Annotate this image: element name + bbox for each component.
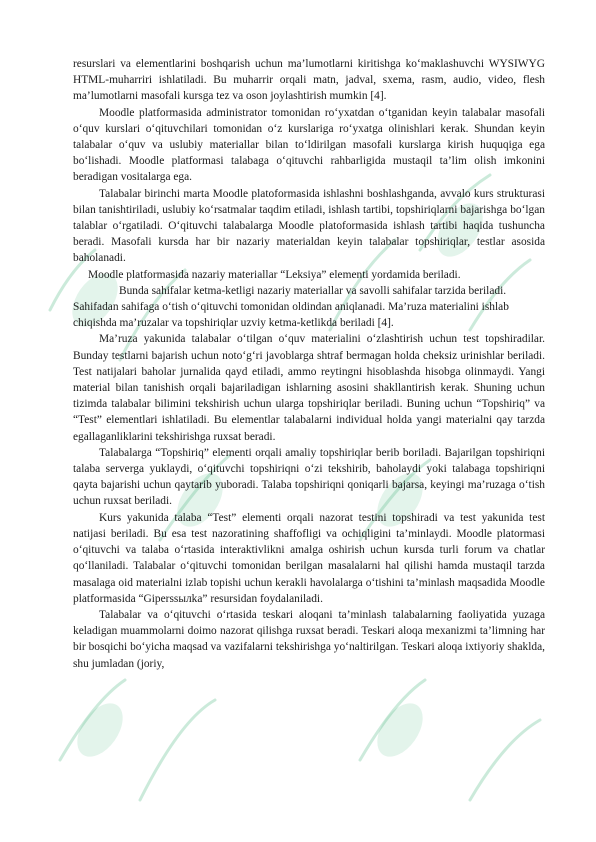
paragraph-9: Talabalar va o‘qituvchi o‘rtasida teskari aloqani ta’minlash talabalarning faoliyatida yuzaga keladigan muammolarni doimo nazorat qilishga ruxsat beradi. Teskari aloqa mexanizmi ta’limning har bir bosqichi bo‘yicha maqsad va vazifalarni tekshirishga yo‘naltirilgan. Teskari aloqa ixtiyoriy shaklda, shu jumladan (joriy, (73, 608, 545, 670)
watermark-mark (140, 700, 215, 800)
paragraph-4: Moodle platformasida nazariy materiallar “Leksiya” elementi yordamida beriladi. (88, 268, 461, 281)
watermark-mark (470, 720, 540, 800)
body-text (73, 56, 545, 672)
watermark-blob (68, 695, 132, 765)
paragraph-5: Bunda sahifalar ketma-ketligi nazariy materiallar va savolli sahifalar tarzida beriladi. Sahifadan sahifaga o‘tish o‘qituvchi tomonidan oldindan aniqlanadi. Ma’ruza materialini ishlab chiqishda ma’ruzalar va topshiriqlar uzviy ketma-ketlikda beriladi [4]. (73, 284, 509, 330)
watermark-mark (60, 680, 125, 760)
watermark-mark (360, 680, 425, 760)
paragraph-6: Ma’ruza yakunida talabalar o‘tilgan o‘quv materialini o‘zlashtirish uchun test topshiradilar. Bunday testlarni bajarish uchun noto‘g‘ri javoblarga shtraf bermagan holda cheksiz urinishlar beriladi. Test natijalari baholar jurnalida qayd etiladi, ammo reytingni hisoblashda hisobga olinmaydi. Yangi material bilan tanishish orqali bajariladigan ishlarning asosini shakllantirish kerak. Shuning uchun tizimda talabalar bilimini tekshirish uchun ularga topshiriqlar beriladi. Buning uchun “Topshiriq” va “Test” elementlari ishlatiladi. Bu elementlar talabalarni individual holda yangi materialni qay tarzda egallaganliklarini tekshirishga ruxsat beradi. (73, 333, 545, 443)
paragraph-7: Talabalarga “Topshiriq” elementi orqali amaliy topshiriqlar berib boriladi. Bajarilgan topshiriqni talaba serverga yuklaydi, o‘qituvchi topshiriqni o‘zi tekshirib, baholaydi yoki talabaga topshiriqni qayta bajarishi uchun qaytarib yuboradi. Talaba topshiriqni qoniqarli bajarsa, keyingi ma’ruzaga o‘tish uchun ruxsat beriladi. (73, 446, 545, 508)
paragraph-2: Moodle platformasida administrator tomonidan ro‘yxatdan o‘tganidan keyin talabalar masofali o‘quv kurslari o‘qituvchilari tomonidan o‘z kurslariga ro‘yxatga olinishlari kerak. Shundan keyin talabalar o‘quv va uslubiy materiallar bilan to‘ldirilgan masofali kurslarga kirish huquqiga ega bo‘lishadi. Moodle platformasi talabaga o‘qituvchi rahbarligida mustaqil ta’lim olish imkonini beradigan vositalarga ega. (73, 106, 545, 184)
paragraph-3: Talabalar birinchi marta Moodle platoformasida ishlashni boshlashganda, avvalo kurs strukturasi bilan tanishtiriladi, uslubiy ko‘rsatmalar taqdim etiladi, ishlash tartibi, topshiriqlarni bajarishga bo‘lgan talablar o‘rgatiladi. O‘qituvchi talabalarga Moodle platoformasida ishlash tartibi haqida tushuncha beradi. Masofali kursda har bir nazariy materialdan keyin talabalar topshiriqlar, testlar asosida baholanadi. (73, 187, 545, 265)
paragraph-8: Kurs yakunida talaba “Test” elementi orqali nazorat testini topshiradi va test yakunida test natijasi beriladi. Bu esa test nazoratining shaffofligi va ochiqligini ta’minlaydi. Moodle platormasi o‘qituvchi va talaba o‘rtasida interaktivlikni amalga oshirish uchun kursda turli forum va chatlar qo‘llaniladi. Talabalar o‘qituvchi tomonidan berilgan masalalarni hal qilishi hamda mustaqil tarzda masalaga oid materialni izlab topishi uchun kerakli havolalarga o‘tishini ta’minlash maqsadida Moodle platformasida “Giperssылka” resursidan foydalaniladi. (73, 511, 545, 605)
watermark-blob (368, 695, 432, 765)
paragraph-1: resurslari va elementlarini boshqarish uchun ma’lumotlarni kiritishga ko‘maklashuvchi WYSIWYG HTML-muharriri ishlatiladi. Bu muharrir orqali matn, jadval, sxema, rasm, audio, video, flesh ma’lumotlarni masofali kursga tez va oson joylashtirish mumkin [4]. (73, 58, 545, 103)
